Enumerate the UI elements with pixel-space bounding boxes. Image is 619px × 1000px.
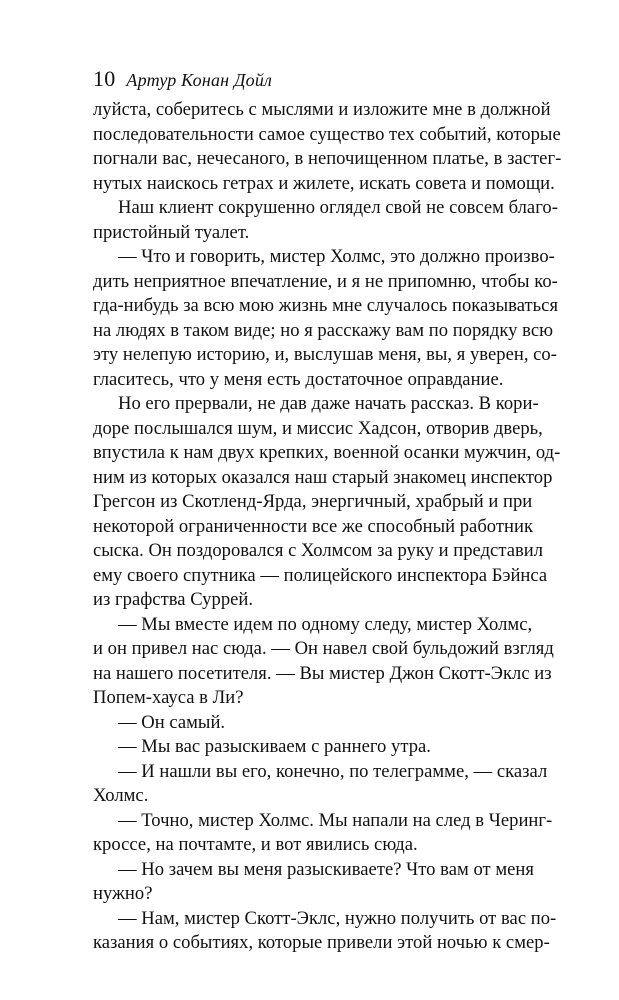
text-line: кроссе, на почтамте, и вот явились сюда. [93,834,418,855]
text-line: и он привел нас сюда. — Он навел свой бульдожий взгляд [93,638,554,659]
running-title: Артур Конан Дойл [126,70,273,90]
text-line: доре послышался шум, и миссис Хадсон, отворив дверь, [93,417,543,439]
text-line: луйста, соберитесь с мыслями и изложите мне в должной [93,99,551,120]
page-number: 10 [93,66,116,91]
text-line: Но его прервали, не дав даже начать рассказ. В кори- [118,393,539,414]
text-line: ним из которых оказался наш старый знакомец инспектор [93,466,553,488]
text-line: нутых наискось гетрах и жилете, искать совета и помощи. [93,172,555,194]
text-line: последовательности самое существо тех событий, которые [93,123,561,145]
text-line: на людях в таком виде; но я расскажу вам по порядку всю [93,319,554,341]
text-line: — Мы вместе идем по одному следу, мистер Холмс, [118,613,533,635]
text-line: Холмс. [93,785,149,806]
text-line: из графства Суррей. [93,589,254,610]
text-line: — Мы вас разыскиваем с раннего утра. [118,736,431,757]
text-line: сыска. Он поздоровался с Холмсом за руку и представил [93,540,544,561]
text-line: — Что и говорить, мистер Холмс, это должно произво- [118,246,555,267]
text-line: — Точно, мистер Холмс. Мы напали на след в Черинг- [118,809,553,831]
text-line: гласитесь, что у меня есть достаточное оправдание. [93,368,504,390]
text-line: Грегсон из Скотленд-Ярда, энергичный, храбрый и при [93,491,533,512]
text-line: погнали вас, нечесаного, в непочищенном платье, в застег- [93,148,562,169]
text-line: эту нелепую историю, и, выслушав меня, вы, я уверен, со- [93,344,557,365]
text-line: на нашего посетителя. — Вы мистер Джон Скотт-Эклс из [93,662,552,684]
running-head [93,66,533,92]
text-line: Попем-хауса в Ли? [93,687,244,708]
text-line: ему своего спутника — полицейского инспектора Бэйнса [93,564,548,586]
text-line: — Он самый. [118,711,226,733]
text-line: гда-нибудь за всю мою жизнь мне случалось показываться [93,295,559,316]
text-line: нужно? [93,883,153,904]
text-line: некоторой ограниченности все же способный работник [93,515,534,537]
text-line: — Нам, мистер Скотт-Эклс, нужно получить от вас по- [118,907,557,929]
text-line: впустила к нам двух крепких, военной осанки мужчин, од- [93,442,561,463]
text-line: Наш клиент сокрушенно оглядел свой не совсем благо- [118,197,558,218]
text-line: — Но зачем вы меня разыскиваете? Что вам от меня [118,858,534,880]
text-line: — И нашли вы его, конечно, по телеграмме, — сказал [118,760,548,782]
text-line: казания о событиях, которые привели этой ночью к смер- [93,932,550,953]
body-text [93,98,562,956]
text-line: дить неприятное впечатление, и я не припомню, чтобы ко- [93,270,558,292]
text-line: пристойный туалет. [93,221,250,243]
